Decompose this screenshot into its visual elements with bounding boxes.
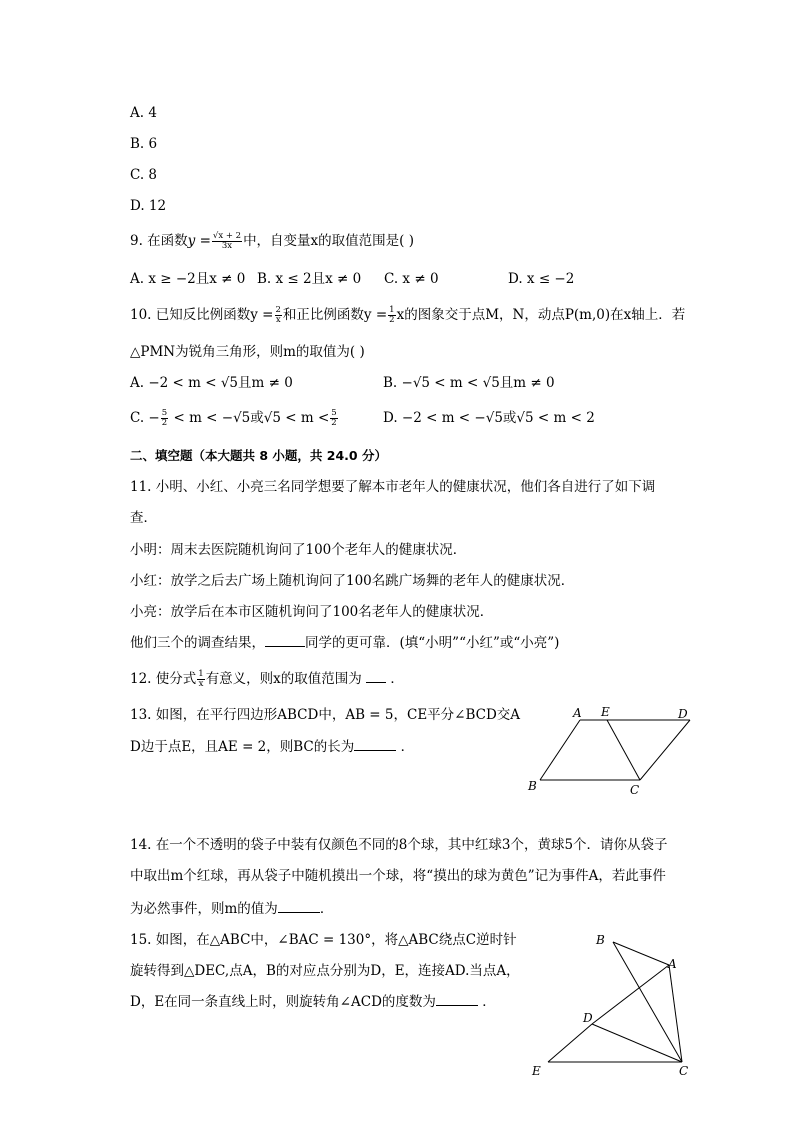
q9-fraction [212,232,242,251]
q10-stem-line1 [130,306,685,325]
q15-label-c: C [679,1064,689,1078]
q11-line5: 小亮：放学后在本市区随机询问了100名老年人的健康状况． [130,604,494,620]
q13-label-b: B [528,779,537,793]
q15-rotation-figure [525,925,700,1085]
q15-segment-de [548,1024,592,1062]
q15-label-b: B [596,933,605,947]
q11-line1: 11. 小明、小红、小亮三名同学想要了解本市老年人的健康状况，他们各自进行了如下调 [130,479,656,495]
section-heading-fill-in: 二、填空题（本大题共 8 小题，共 24.0 分） [130,448,387,463]
q11-line6 [130,634,559,652]
q13-label-e: E [601,705,610,719]
q10-f1-num: 2 [275,305,281,315]
q12-num: 1 [198,669,204,679]
q13-line2-a: D边于点E，且AE = 2，则BC的长为 [130,739,355,755]
q9-y-eq: y = [187,233,211,249]
q10-part1: 10. 已知反比例函数y = [130,307,274,323]
q13-segment-cd [640,720,690,780]
q10-fraction-1 [275,306,282,325]
q9-suffix: 中，自变量x的取值范围是( ) [243,233,415,249]
q12-fraction [197,670,204,689]
q15-line2: 旋转得到△DEC,点A，B的对应点分别为D，E，连接AD.当点A， [130,963,520,979]
q9-numerator: √x + 2 [212,231,242,241]
q14-line3 [130,900,333,918]
q12-stem [130,670,404,689]
q10-option-c [130,409,339,428]
q11-line4: 小红：放学之后去广场上随机询问了100名跳广场舞的老年人的健康状况． [130,573,575,589]
q13-label-c: C [630,783,640,797]
q14-line3-a: 为必然事件，则m的值为 [130,901,278,917]
q10-f2-den: 2 [389,315,395,325]
q10-c-num1: 5 [161,408,168,418]
q13-line2 [130,738,414,756]
q13-segment-ab [540,720,580,780]
q10-option-a: A. −2 < m < √5且m ≠ 0 [130,375,293,391]
q10-c-fraction-1 [161,409,168,428]
q15-segment-dc [592,1024,682,1062]
q13-line1: 13. 如图，在平行四边形ABCD中，AB = 5，CE平分∠BCD交A [130,707,521,723]
q12-den: x [198,679,204,689]
q15-segment-ac [669,965,682,1062]
q15-segment-ad [592,965,669,1024]
q14-answer-blank[interactable] [278,900,320,913]
q8-option-b: B. 6 [130,136,158,152]
q13-answer-blank[interactable] [354,738,396,751]
q12-pre: 12. 使分式 [130,671,197,687]
q15-label-a: A [668,957,677,971]
q10-c-den2: 2 [331,418,337,428]
q15-label-e: E [532,1064,541,1078]
q11-line2: 查． [130,510,157,526]
q10-f1-den: x [275,315,281,325]
q10-c-num2: 5 [331,408,337,418]
q11-line6-b: 同学的更可靠．(填“小明”“小红”或“小亮”) [305,635,560,651]
q10-c-mid: < m < −√5或√5 < m < [169,410,330,426]
q13-parallelogram-figure [520,700,700,800]
q9-option-d: D. x ≤ −2 [508,271,575,287]
q15-line3-a: D，E在同一条直线上时，则旋转角∠ACD的度数为 [130,994,436,1010]
q11-line6-a: 他们三个的调查结果， [130,635,265,651]
q8-option-d: D. 12 [130,198,167,214]
q10-option-b: B. −√5 < m < √5且m ≠ 0 [383,375,555,391]
q9-denominator: 3x [221,241,233,251]
q10-part3: x的图象交于点M，N，动点P(m,0)在x轴上．若 [396,307,686,323]
q9-option-c: C. x ≠ 0 [384,271,439,287]
q10-c-den1: 2 [161,418,168,428]
q9-prefix: 9. 在函数 [130,233,188,249]
q15-line1: 15. 如图，在△ABC中，∠BAC = 130°，将△ABC绕点C逆时针 [130,932,517,948]
q15-segment-ba [613,942,669,965]
q10-part2: 和正比例函数y = [282,307,388,323]
q12-end: ． [386,671,404,687]
q8-option-a: A. 4 [130,105,157,121]
q15-line3-b: ． [477,994,496,1010]
q10-c-fraction-2 [330,409,337,428]
q14-line3-b: ． [319,901,334,917]
q10-f2-num: 1 [389,305,395,315]
q13-label-a: A [573,706,582,720]
q14-line2: 中取出m个红球，再从袋子中随机摸出一个球，将“摸出的球为黄色”记为事件A，若此事件 [130,868,666,884]
q12-answer-blank[interactable] [366,670,386,683]
q12-post: 有意义，则x的取值范围为 [205,671,367,687]
q15-label-d: D [583,1011,593,1025]
q10-option-d: D. −2 < m < −√5或√5 < m < 2 [383,410,595,426]
q8-option-c: C. 8 [130,167,158,183]
q15-answer-blank[interactable] [436,993,478,1006]
q13-segment-ce [607,720,640,780]
q9-option-a: A. x ≥ −2且x ≠ 0 [130,271,246,287]
q13-line2-b: ． [396,739,415,755]
q10-c-pre: C. − [130,410,160,426]
q13-label-d: D [678,707,688,721]
q15-line3 [130,993,496,1011]
q14-line1: 14. 在一个不透明的袋子中装有仅颜色不同的8个球，其中红球3个，黄球5个．请你从袋子 [130,837,668,853]
q9-option-b: B. x ≤ 2且x ≠ 0 [257,271,362,287]
q9-stem [130,232,414,251]
q11-answer-blank[interactable] [265,634,305,647]
q10-stem-line2: △PMN为锐角三角形，则m的取值为( ) [130,344,365,360]
q11-line3: 小明：周末去医院随机询问了100个老年人的健康状况． [130,542,467,558]
q10-fraction-2 [388,306,395,325]
